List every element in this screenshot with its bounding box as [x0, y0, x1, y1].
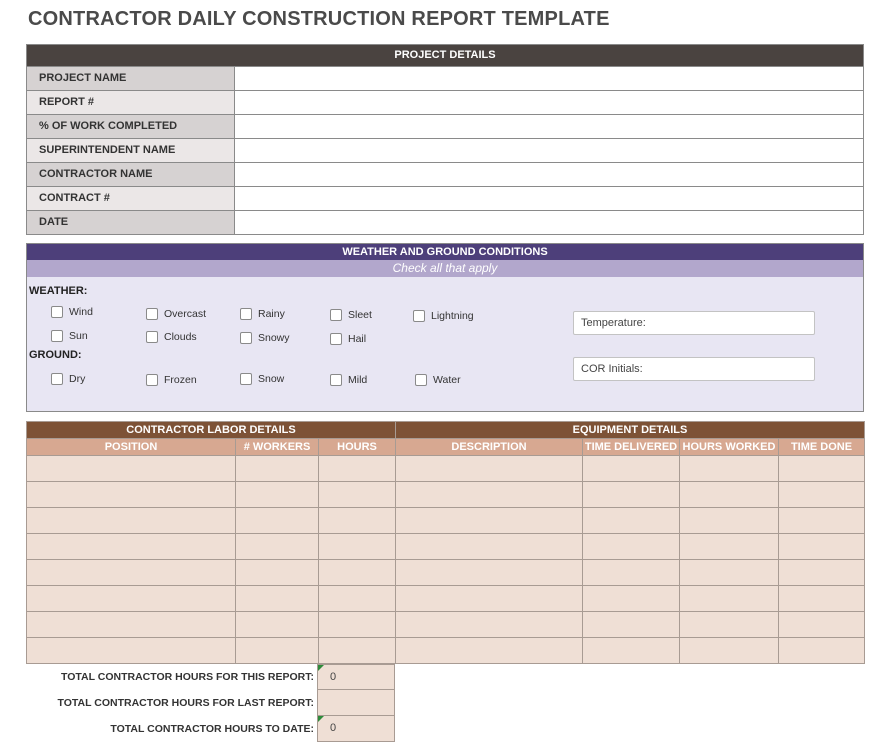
table-cell[interactable] [680, 586, 779, 612]
table-row [27, 586, 865, 612]
checkbox-label: Clouds [164, 331, 197, 343]
table-cell[interactable] [236, 508, 319, 534]
superintendent-field[interactable] [235, 139, 863, 162]
table-row [27, 456, 865, 482]
superintendent-row [27, 138, 863, 162]
checkbox-lightning[interactable] [413, 310, 474, 322]
total-to-date-cell[interactable] [317, 716, 395, 742]
table-cell[interactable] [779, 638, 865, 664]
contract-number-label: CONTRACT # [27, 187, 235, 210]
table-row [27, 508, 865, 534]
table-cell[interactable] [236, 560, 319, 586]
table-cell[interactable] [236, 534, 319, 560]
table-cell[interactable] [396, 508, 583, 534]
total-this-report-cell[interactable] [317, 664, 395, 690]
report-number-row [27, 90, 863, 114]
col-time-done: TIME DONE [779, 439, 865, 456]
checkbox-box[interactable] [413, 310, 425, 322]
table-cell[interactable] [27, 508, 236, 534]
contractor-name-label: CONTRACTOR NAME [27, 163, 235, 186]
totals-section [26, 664, 395, 742]
table-cell[interactable] [583, 612, 680, 638]
checkbox-label: Snowy [258, 332, 290, 344]
total-to-date-row [26, 716, 395, 742]
checkbox-box[interactable] [240, 373, 252, 385]
table-cell[interactable] [236, 482, 319, 508]
table-cell[interactable] [27, 482, 236, 508]
checkbox-hail[interactable] [330, 333, 366, 345]
weather-subheading: Check all that apply [27, 260, 863, 277]
total-to-date-value: 0 [330, 722, 337, 734]
checkbox-box[interactable] [240, 308, 252, 320]
weather-section [26, 243, 864, 412]
checkbox-sleet[interactable] [330, 309, 372, 321]
date-row [27, 210, 863, 234]
table-cell[interactable] [779, 482, 865, 508]
total-last-report-row [26, 690, 395, 716]
table-cell[interactable] [319, 508, 396, 534]
contract-number-field[interactable] [235, 187, 863, 210]
table-cell[interactable] [27, 456, 236, 482]
project-details-section [26, 44, 864, 235]
superintendent-label: SUPERINTENDENT NAME [27, 139, 235, 162]
table-cell[interactable] [319, 612, 396, 638]
table-cell[interactable] [779, 586, 865, 612]
col-description: DESCRIPTION [396, 439, 583, 456]
checkbox-box[interactable] [240, 332, 252, 344]
table-cell[interactable] [27, 612, 236, 638]
contractor-name-row [27, 162, 863, 186]
report-number-field[interactable] [235, 91, 863, 114]
table-row [27, 638, 865, 664]
table-cell[interactable] [396, 638, 583, 664]
checkbox-box[interactable] [51, 330, 63, 342]
table-cell[interactable] [396, 560, 583, 586]
checkbox-wind[interactable] [51, 306, 93, 318]
checkbox-frozen[interactable] [146, 374, 197, 386]
total-this-report-label: TOTAL CONTRACTOR HOURS FOR THIS REPORT: [61, 671, 314, 683]
table-cell[interactable] [583, 560, 680, 586]
checkbox-label: Rainy [258, 308, 285, 320]
contract-number-row [27, 186, 863, 210]
table-cell[interactable] [27, 638, 236, 664]
col-time-delivered: TIME DELIVERED [583, 439, 680, 456]
table-cell[interactable] [319, 638, 396, 664]
table-section-header-row [27, 422, 865, 439]
table-cell[interactable] [27, 586, 236, 612]
labor-equipment-table [26, 421, 865, 664]
table-cell[interactable] [396, 586, 583, 612]
table-cell[interactable] [319, 534, 396, 560]
table-row [27, 482, 865, 508]
table-cell[interactable] [680, 482, 779, 508]
table-cell[interactable] [583, 482, 680, 508]
checkbox-label: Sun [69, 330, 88, 342]
checkbox-label: Sleet [348, 309, 372, 321]
project-name-label: PROJECT NAME [27, 67, 235, 90]
table-cell[interactable] [27, 534, 236, 560]
col-workers: # WORKERS [236, 439, 319, 456]
date-field[interactable] [235, 211, 863, 234]
equipment-heading: EQUIPMENT DETAILS [396, 422, 865, 439]
table-cell[interactable] [779, 508, 865, 534]
checkbox-box[interactable] [330, 374, 342, 386]
labor-heading: CONTRACTOR LABOR DETAILS [27, 422, 396, 439]
table-cell[interactable] [680, 612, 779, 638]
checkbox-label: Wind [69, 306, 93, 318]
table-cell[interactable] [27, 560, 236, 586]
total-to-date-label: TOTAL CONTRACTOR HOURS TO DATE: [110, 723, 314, 735]
checkbox-label: Overcast [164, 308, 207, 320]
total-this-report-value: 0 [330, 671, 337, 683]
checkbox-water[interactable] [415, 374, 461, 386]
table-cell[interactable] [236, 638, 319, 664]
table-cell[interactable] [680, 508, 779, 534]
table-cell[interactable] [319, 482, 396, 508]
checkbox-overcast[interactable] [146, 308, 206, 320]
project-name-field[interactable] [235, 67, 863, 90]
table-row [27, 560, 865, 586]
table-cell[interactable] [236, 586, 319, 612]
table-cell[interactable] [319, 560, 396, 586]
table-cell[interactable] [583, 534, 680, 560]
table-cell[interactable] [319, 456, 396, 482]
formula-indicator-icon [318, 716, 324, 722]
project-details-heading: PROJECT DETAILS [27, 45, 863, 66]
table-cell[interactable] [396, 456, 583, 482]
project-details-rows [27, 66, 863, 234]
table-cell[interactable] [583, 638, 680, 664]
checkbox-label: Frozen [164, 374, 197, 386]
checkbox-box[interactable] [330, 309, 342, 321]
total-last-report-label: TOTAL CONTRACTOR HOURS FOR LAST REPORT: [57, 697, 314, 709]
checkbox-sun[interactable] [51, 330, 88, 342]
col-position: POSITION [27, 439, 236, 456]
report-number-label: REPORT # [27, 91, 235, 114]
checkbox-mild[interactable] [330, 374, 367, 386]
table-cell[interactable] [396, 482, 583, 508]
checkbox-label: Dry [69, 373, 86, 385]
cor-initials-field[interactable]: COR Initials: [573, 357, 815, 381]
checkbox-box[interactable] [146, 374, 158, 386]
checkbox-box[interactable] [330, 333, 342, 345]
temperature-field[interactable]: Temperature: [573, 311, 815, 335]
work-completed-label: % OF WORK COMPLETED [27, 115, 235, 138]
table-cell[interactable] [680, 456, 779, 482]
checkbox-snowy[interactable] [240, 332, 290, 344]
checkbox-label: Mild [348, 374, 368, 386]
work-completed-row [27, 114, 863, 138]
total-last-report-cell[interactable] [317, 690, 395, 716]
checkbox-dry[interactable] [51, 373, 85, 385]
contractor-name-field[interactable] [235, 163, 863, 186]
table-row [27, 612, 865, 638]
formula-indicator-icon [318, 665, 324, 671]
table-cell[interactable] [779, 534, 865, 560]
table-cell[interactable] [396, 534, 583, 560]
page-title: CONTRACTOR DAILY CONSTRUCTION REPORT TEMPLATE [28, 8, 610, 30]
checkbox-label: Water [433, 374, 461, 386]
checkbox-box[interactable] [51, 373, 63, 385]
table-cell[interactable] [319, 586, 396, 612]
checkbox-snow[interactable] [240, 373, 284, 385]
total-this-report-row [26, 664, 395, 690]
table-cell[interactable] [779, 612, 865, 638]
col-hours-worked: HOURS WORKED [680, 439, 779, 456]
work-completed-field[interactable] [235, 115, 863, 138]
weather-label: WEATHER: [29, 285, 88, 297]
table-cell[interactable] [779, 560, 865, 586]
table-cell[interactable] [680, 534, 779, 560]
checkbox-label: Hail [348, 333, 367, 345]
table-cell[interactable] [680, 560, 779, 586]
table-cell[interactable] [236, 612, 319, 638]
table-cell[interactable] [236, 456, 319, 482]
checkbox-box[interactable] [415, 374, 427, 386]
checkbox-rainy[interactable] [240, 308, 285, 320]
table-cell[interactable] [779, 456, 865, 482]
ground-label: GROUND: [29, 349, 82, 361]
checkbox-label: Snow [258, 373, 285, 385]
table-cell[interactable] [583, 586, 680, 612]
checkbox-box[interactable] [146, 308, 158, 320]
date-label: DATE [27, 211, 235, 234]
table-cell[interactable] [583, 508, 680, 534]
table-cell[interactable] [680, 638, 779, 664]
checkbox-clouds[interactable] [146, 331, 197, 343]
checkbox-box[interactable] [146, 331, 158, 343]
table-column-header-row [27, 439, 865, 456]
table-cell[interactable] [396, 612, 583, 638]
project-name-row [27, 66, 863, 90]
col-hours: HOURS [319, 439, 396, 456]
table-cell[interactable] [583, 456, 680, 482]
table-row [27, 534, 865, 560]
weather-heading: WEATHER AND GROUND CONDITIONS [27, 244, 863, 260]
checkbox-box[interactable] [51, 306, 63, 318]
checkbox-label: Lightning [431, 310, 474, 322]
